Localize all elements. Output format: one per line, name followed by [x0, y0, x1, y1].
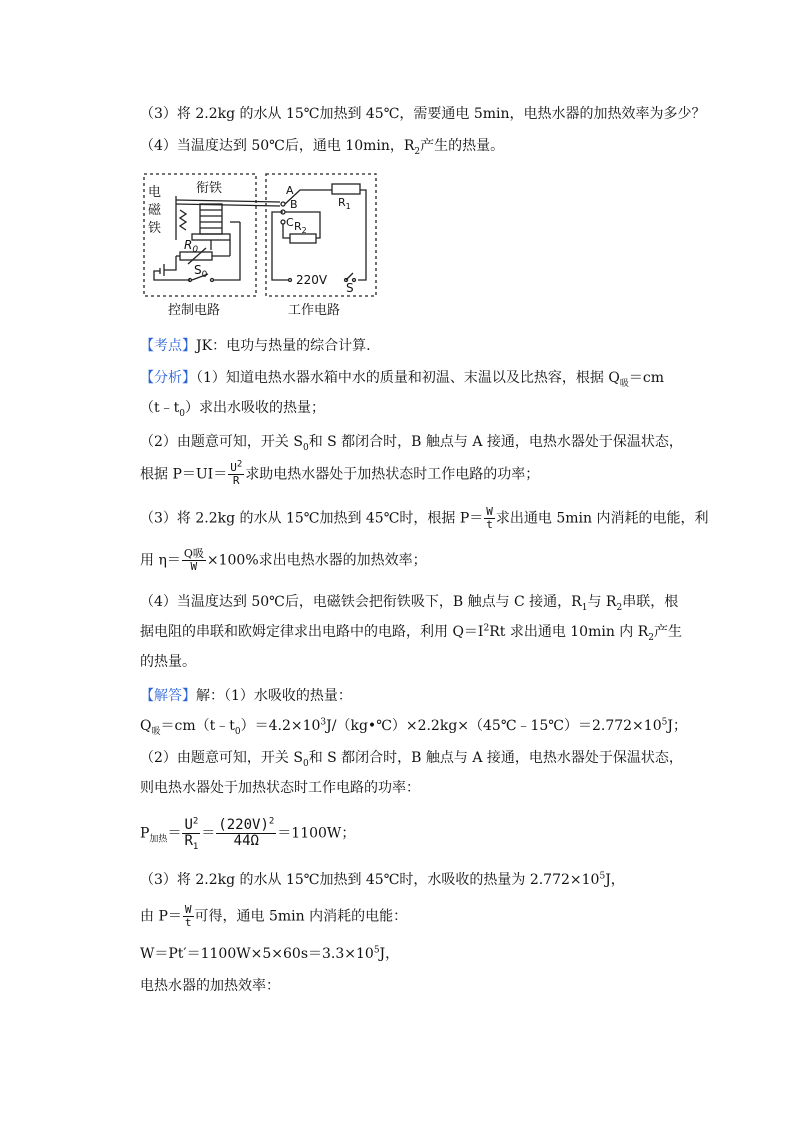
armature-label: 衔铁	[196, 181, 223, 196]
voltage-label: 220V	[296, 273, 328, 287]
r1-label: $R_1$	[338, 196, 351, 211]
analysis-tag: 【分析】	[140, 370, 196, 386]
solution-tag: 【解答】	[140, 688, 196, 704]
r0-label: $R_0$	[184, 238, 199, 255]
analysis-line-4: 根据 P＝UI＝ $\frac{U^2}{R}$ 求助电热水器处于加热状态时工作电路的功率；	[140, 459, 540, 487]
formula-w-over-t: $\frac{W}{t}$	[486, 505, 493, 531]
formula-u2-over-r1: $\frac{U^2}{R_1}$	[184, 816, 199, 852]
solution-line-3: （2）由题意可知，开关 $S_0$和 S 都闭合时，B 触点与 A 接通，电热水器处于保温状态，	[140, 750, 683, 769]
analysis-line-3: （2）由题意可知，开关 $S_0$和 S 都闭合时，B 触点与 A 接通，电热水器处于保温状态，	[140, 434, 683, 453]
contact-c-label: C	[286, 216, 294, 229]
formula-efficiency: $\frac{\text{Q吸}}{W}$	[183, 547, 204, 573]
analysis-line-5: （3）将 2.2kg 的水从 15℃加热到 45℃时，根据 P＝ $\frac{W}{t}$ 求出通电 5min 内消耗的电能，利	[140, 505, 709, 531]
solution-line-2: $Q_吸=cm(t﹣t_0)=4.2\times 10^3J/(kg•℃)\times 2.2kg\times(45℃﹣15℃)=2.772\times 10^5J$；	[140, 717, 687, 737]
analysis-line-1: 【分析】（1）知道电热水器水箱中水的质量和初温、末温以及比热容，根据 $Q_吸=cm$	[140, 370, 664, 389]
electromagnet-label-3: 铁	[148, 221, 162, 236]
analysis-line-8: 据电阻的串联和欧姆定律求出电路中的电路，利用 $Q=I^2Rt$ 求出通电 10min 内 $R_2$产生	[140, 623, 683, 643]
analysis-line-9: 的热量。	[140, 654, 196, 670]
s0-label: $S_0$	[194, 263, 208, 280]
contact-b-label: B	[290, 198, 298, 211]
solution-line-4: 则电热水器处于加热状态时工作电路的功率：	[140, 780, 420, 796]
analysis-line-6: 用 η＝ $\frac{\text{Q吸}}{W}$ ×100%求出电热水器的加热效率；	[140, 547, 427, 573]
control-circuit-caption: 控制电路	[168, 303, 221, 318]
circuit-diagram	[140, 170, 380, 320]
analysis-line-2: $(t﹣t_0)$求出水吸收的热量；	[140, 400, 325, 419]
work-circuit-caption: 工作电路	[288, 303, 341, 318]
kaodian-tag: 【考点】	[140, 338, 196, 354]
solution-line-6: （3）将 2.2kg 的水从 15℃加热到 45℃时，水吸收的热量为 $2.772\times 10^5J$，	[140, 871, 625, 888]
r2-label: $R_2$	[294, 220, 307, 235]
formula-u2-over-r: $\frac{U^2}{R}$	[230, 459, 243, 487]
analysis-line-7: （4）当温度达到 50℃后，电磁铁会把衔铁吸下，B 触点与 C 接通，$R_1$与 $R_2$串联，根	[140, 594, 679, 613]
switch-s-label: S	[346, 281, 354, 295]
formula-w-over-t-2: $\frac{W}{t}$	[184, 903, 192, 929]
electromagnet-label-2: 磁	[148, 203, 162, 218]
contact-a-label: A	[286, 184, 294, 197]
solution-line-8: $W=Pt'=1100W\times 5\times 60s=3.3\times 10^5J$，	[140, 945, 400, 962]
solution-line-9: 电热水器的加热效率：	[140, 978, 280, 994]
question-4: （4）当温度达到 50℃后，通电 10min，$R_2$产生的热量。	[140, 138, 505, 157]
question-3: （3）将 2.2kg 的水从 15℃加热到 45℃，需要通电 5min，电热水器的加热效率为多少？	[140, 106, 706, 122]
solution-line-7: 由 P＝ $\frac{W}{t}$ 可得，通电 5min 内消耗的电能：	[140, 903, 408, 929]
kaodian-line: 【考点】JK：电功与热量的综合计算.	[140, 338, 371, 354]
solution-line-1: 【解答】解：（1）水吸收的热量：	[140, 688, 352, 704]
electromagnet-label-1: 电	[148, 185, 162, 200]
formula-voltage-over-resistance: $\frac{(220V)^2}{44\Omega}$	[218, 816, 275, 849]
solution-line-5: $P_{加热}=$ $\frac{U^2}{R_1}$ ＝ $\frac{(220V)^2}{44\Omega}$ ＝1100W；	[140, 816, 356, 852]
